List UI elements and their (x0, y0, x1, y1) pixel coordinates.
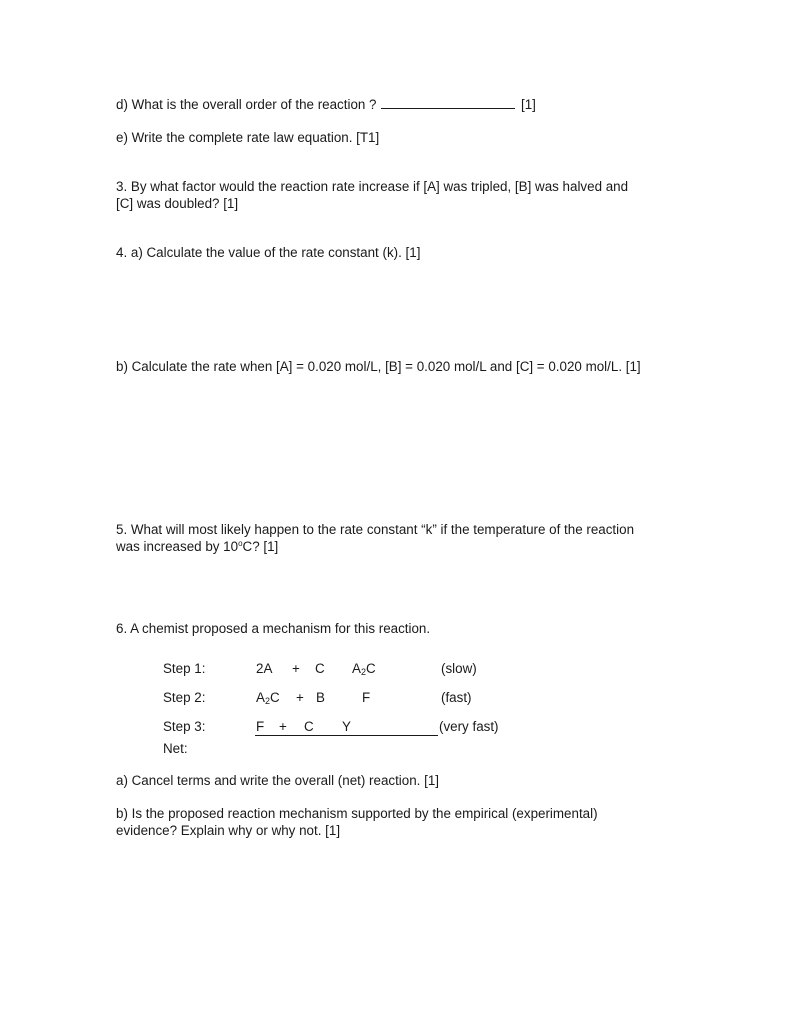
question-5-line2: was increased by 10$^o$C? [1] (116, 539, 279, 554)
product: Y (342, 719, 351, 734)
net-label: Net: (163, 741, 188, 756)
product: $A_2C$ (352, 661, 376, 677)
reactant: C (304, 719, 314, 734)
step-label: Step 2: (163, 690, 206, 705)
question-d (116, 96, 536, 113)
question-d-text: d) What is the overall order of the reaction ? (116, 97, 377, 112)
question-5-line1: 5. What will most likely happen to the rate constant “k” if the temperature of the reaction (116, 522, 635, 537)
step-speed: (very fast) (439, 719, 499, 734)
question-6b-line2: evidence? Explain why or why not. [1] (116, 823, 341, 838)
plus-sign: + (292, 661, 300, 676)
question-d-marks: [1] (520, 97, 536, 112)
step-label: Step 1: (163, 661, 206, 676)
question-3-line1: 3. By what factor would the reaction rate increase if [A] was tripled, [B] was halved and (116, 179, 629, 194)
question-e: e) Write the complete rate law equation. [T1] (116, 130, 380, 145)
question-3-line2: [C] was doubled? [1] (116, 196, 239, 211)
question-6a: a) Cancel terms and write the overall (net) reaction. [1] (116, 773, 440, 788)
answer-blank (381, 96, 515, 109)
step-speed: (slow) (441, 661, 477, 676)
reactant: C (315, 661, 325, 676)
reactant: 2A (256, 661, 273, 676)
plus-sign: + (279, 719, 287, 734)
plus-sign: + (296, 690, 304, 705)
step-label: Step 3: (163, 719, 206, 734)
reactant: B (316, 690, 325, 705)
product: F (362, 690, 371, 705)
reactant: F (256, 719, 265, 734)
reactant: $A_2C$ (256, 690, 280, 706)
question-4b: b) Calculate the rate when [A] = 0.020 mol/L, [B] = 0.020 mol/L and [C] = 0.020 mol/L. [1] (116, 359, 641, 374)
question-6b-line1: b) Is the proposed reaction mechanism supported by the empirical (experimental) (116, 806, 598, 821)
step-speed: (fast) (441, 690, 472, 705)
step-3-underline (255, 735, 438, 736)
question-4a: 4. a) Calculate the value of the rate constant (k). [1] (116, 245, 421, 260)
question-6: 6. A chemist proposed a mechanism for this reaction. (116, 621, 431, 636)
